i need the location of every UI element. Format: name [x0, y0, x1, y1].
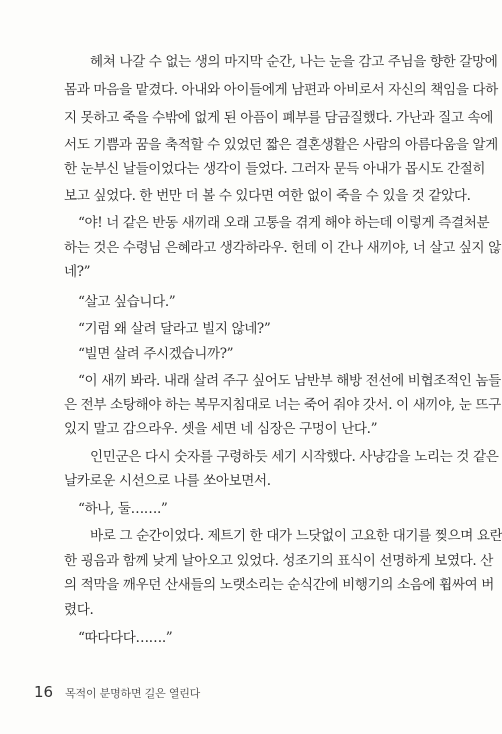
text-line: “살고 싶습니다.” — [78, 294, 176, 310]
text-line: 날카로운 시선으로 나를 쏘아보면서. — [64, 473, 271, 489]
text-line: 몸과 마음을 맡겼다. 아내와 아이들에게 남편과 아비로서 자신의 책임을 다하 — [64, 82, 498, 98]
text-line: 지 못하고 죽을 수밖에 없게 된 아픔이 폐부를 담금질했다. 가난과 질고 속에 — [64, 110, 493, 126]
text-line: “빌면 살려 주시겠습니까?” — [78, 346, 234, 362]
text-line: “야! 너 같은 반동 새끼래 오래 고통을 겪게 해야 하는데 이렇게 즉결처분 — [78, 215, 490, 231]
text-line: 있지 말고 감으라우. 셋을 세면 네 심장은 구멍이 난다.” — [64, 421, 378, 437]
text-line: “하나, 둘…….” — [78, 501, 168, 517]
text-line: 바로 그 순간이었다. 제트기 한 대가 느닷없이 고요한 대기를 찢으며 요란 — [90, 528, 502, 544]
text-line: 의 적막을 깨우던 산새들의 노랫소리는 순식간에 비행기의 소음에 휩싸여 버 — [64, 577, 494, 593]
text-line: “기럼 왜 살려 달라고 빌지 않네?” — [78, 321, 271, 337]
page-number: 16 — [34, 683, 54, 701]
text-line: 한 눈부신 날들이었다는 생각이 들었다. 그러자 문득 아내가 몹시도 간절히 — [64, 161, 486, 177]
text-line: 네?” — [64, 264, 91, 280]
text-line: 하는 것은 수령님 은혜라고 생각하라우. 헌데 이 간나 새끼야, 너 살고 싶지 않 — [64, 240, 501, 256]
text-line: 서도 기쁨과 꿈을 축적할 수 있었던 짧은 결혼생활은 사람의 아름다움을 알게 — [64, 137, 498, 153]
text-line: 은 전부 소탕해야 하는 복무지침대로 너는 죽어 줘야 갓서. 이 새끼야, 눈 뜨구 — [64, 397, 501, 413]
text-line: 렸다. — [64, 602, 94, 618]
text-line: 인민군은 다시 숫자를 구령하듯 세기 시작했다. 사냥감을 노리는 것 같은 — [90, 449, 499, 465]
page-footer — [34, 683, 200, 703]
text-line: “이 새끼 봐라. 내래 살려 주구 싶어도 남반부 해방 전선에 비협조적인 놈들 — [78, 373, 501, 389]
text-line: “따다다다…….” — [78, 630, 173, 646]
text-line: 보고 싶었다. 한 번만 더 볼 수 있다면 여한 없이 죽을 수 있을 것 같았다. — [64, 188, 471, 204]
text-line: 헤쳐 나갈 수 없는 생의 마지막 순간, 나는 눈을 감고 주님을 향한 갈망에 — [90, 54, 498, 70]
text-line: 한 굉음과 함께 낮게 날아오고 있었다. 성조기의 표식이 선명하게 보였다. 산 — [64, 553, 493, 569]
running-title: 목적이 분명하면 길은 열린다 — [65, 687, 201, 700]
